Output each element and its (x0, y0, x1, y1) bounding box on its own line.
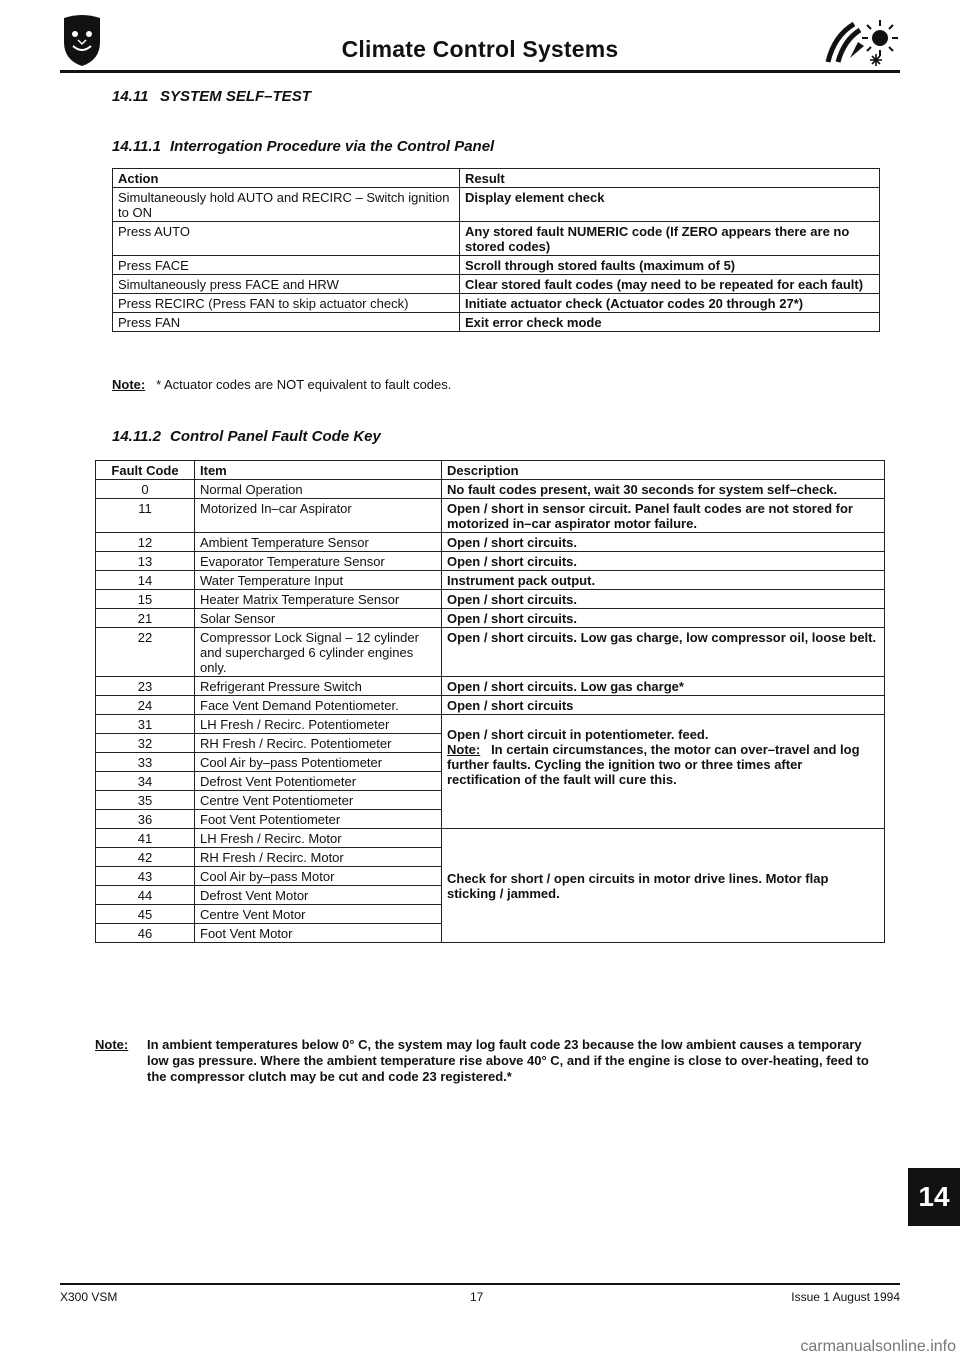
climate-control-icon (820, 16, 900, 68)
column-header-description: Description (442, 461, 885, 480)
item-cell: Cool Air by–pass Motor (195, 867, 442, 886)
page-title: Climate Control Systems (341, 36, 619, 62)
item-cell: Cool Air by–pass Potentiometer (195, 753, 442, 772)
motor-description-cell: Check for short / open circuits in motor drive lines. Motor flap sticking / jammed. (442, 829, 885, 943)
table-row (96, 628, 885, 677)
fault-code-cell: 21 (96, 609, 195, 628)
note-label: Note: (447, 742, 481, 757)
note-text: In ambient temperatures below 0° C, the system may log fault code 23 because the low ambient causes a temporary low gas pressure. Where the ambient temperature rise above 40° C, and if the engine is close to over-heating, feed to the compressor clutch may be cut and code 23 registered.* (147, 1037, 869, 1084)
result-cell: Initiate actuator check (Actuator codes 20 through 27*) (460, 294, 880, 313)
table-header-row (113, 169, 880, 188)
item-cell: Ambient Temperature Sensor (195, 533, 442, 552)
action-cell: Press FAN (113, 313, 460, 332)
item-cell: Solar Sensor (195, 609, 442, 628)
note-label: Note: (95, 1037, 129, 1052)
footer-document-id: X300 VSM (60, 1290, 118, 1304)
item-cell: Compressor Lock Signal – 12 cylinder and supercharged 6 cylinder engines only. (195, 628, 442, 677)
table-row (96, 696, 885, 715)
description-cell: Open / short circuits. (442, 609, 885, 628)
fault-code-cell: 46 (96, 924, 195, 943)
column-header-result: Result (460, 169, 880, 188)
fault-code-cell: 22 (96, 628, 195, 677)
table-row (96, 480, 885, 499)
item-cell: RH Fresh / Recirc. Potentiometer (195, 734, 442, 753)
footer-rule (60, 1283, 900, 1285)
actuator-note (112, 377, 451, 392)
header-rule (60, 70, 900, 73)
result-cell: Any stored fault NUMERIC code (If ZERO appears there are no stored codes) (460, 222, 880, 256)
fault-code-cell: 33 (96, 753, 195, 772)
table-row (96, 571, 885, 590)
description-cell: Instrument pack output. (442, 571, 885, 590)
fault-code-cell: 35 (96, 791, 195, 810)
item-cell: LH Fresh / Recirc. Potentiometer (195, 715, 442, 734)
item-cell: Evaporator Temperature Sensor (195, 552, 442, 571)
fault-code-cell: 43 (96, 867, 195, 886)
fault-code-cell: 34 (96, 772, 195, 791)
item-cell: LH Fresh / Recirc. Motor (195, 829, 442, 848)
section-heading-14-11-2: 14.11.2 Control Panel Fault Code Key (112, 428, 381, 445)
description-text: Open / short circuit in potentiometer. feed. (447, 727, 709, 742)
table-row (96, 533, 885, 552)
table-row (113, 222, 880, 256)
table-row (96, 609, 885, 628)
table-row (113, 294, 880, 313)
fault-code-cell: 13 (96, 552, 195, 571)
table-row (96, 499, 885, 533)
column-header-action: Action (113, 169, 460, 188)
fault-code-cell: 31 (96, 715, 195, 734)
item-cell: Heater Matrix Temperature Sensor (195, 590, 442, 609)
interrogation-procedure-table (112, 168, 880, 332)
fault-code-cell: 42 (96, 848, 195, 867)
result-cell: Scroll through stored faults (maximum of 5) (460, 256, 880, 275)
section-heading-14-11-1: 14.11.1 Interrogation Procedure via the Control Panel (112, 138, 495, 155)
column-header-item: Item (195, 461, 442, 480)
item-cell: RH Fresh / Recirc. Motor (195, 848, 442, 867)
fault-code-cell: 44 (96, 886, 195, 905)
action-cell: Press RECIRC (Press FAN to skip actuator check) (113, 294, 460, 313)
table-row (113, 188, 880, 222)
description-cell: No fault codes present, wait 30 seconds for system self–check. (442, 480, 885, 499)
ambient-temperature-note (95, 1037, 885, 1085)
note-label: Note: (112, 377, 146, 392)
action-cell: Press FACE (113, 256, 460, 275)
item-cell: Face Vent Demand Potentiometer. (195, 696, 442, 715)
note-text: * Actuator codes are NOT equivalent to fault codes. (156, 377, 452, 392)
table-row (96, 552, 885, 571)
column-header-fault-code: Fault Code (96, 461, 195, 480)
item-cell: Foot Vent Potentiometer (195, 810, 442, 829)
fault-code-key-table (95, 460, 885, 943)
description-cell: Open / short circuits. (442, 590, 885, 609)
item-cell: Normal Operation (195, 480, 442, 499)
table-row (113, 275, 880, 294)
description-cell: Open / short in sensor circuit. Panel fault codes are not stored for motorized in–car aspirator motor failure. (442, 499, 885, 533)
fault-code-cell: 45 (96, 905, 195, 924)
table-row (113, 256, 880, 275)
table-row (96, 677, 885, 696)
fault-code-cell: 24 (96, 696, 195, 715)
fault-code-cell: 32 (96, 734, 195, 753)
table-row (113, 313, 880, 332)
item-cell: Water Temperature Input (195, 571, 442, 590)
result-cell: Display element check (460, 188, 880, 222)
page-number: 17 (470, 1290, 484, 1304)
watermark: carmanualsonline.info (800, 1338, 956, 1355)
description-cell: Open / short circuits. Low gas charge, low compressor oil, loose belt. (442, 628, 885, 677)
fault-code-cell: 0 (96, 480, 195, 499)
item-cell: Defrost Vent Motor (195, 886, 442, 905)
note-text: In certain circumstances, the motor can over–travel and log further faults. Cycling the ignition two or three times after rectification of the fault will cure this. (447, 742, 860, 787)
fault-code-cell: 11 (96, 499, 195, 533)
result-cell: Exit error check mode (460, 313, 880, 332)
fault-code-cell: 36 (96, 810, 195, 829)
fault-code-cell: 14 (96, 571, 195, 590)
item-cell: Centre Vent Potentiometer (195, 791, 442, 810)
item-cell: Foot Vent Motor (195, 924, 442, 943)
action-cell: Press AUTO (113, 222, 460, 256)
item-cell: Centre Vent Motor (195, 905, 442, 924)
table-header-row (96, 461, 885, 480)
chapter-tab: 14 (908, 1168, 960, 1226)
item-cell: Motorized In–car Aspirator (195, 499, 442, 533)
description-cell: Open / short circuits. (442, 552, 885, 571)
result-cell: Clear stored fault codes (may need to be repeated for each fault) (460, 275, 880, 294)
page-header (60, 14, 900, 74)
description-cell: Open / short circuits. Low gas charge* (442, 677, 885, 696)
potentiometer-description-cell (442, 715, 885, 829)
description-cell: Open / short circuits (442, 696, 885, 715)
table-row (96, 715, 885, 734)
fault-code-cell: 12 (96, 533, 195, 552)
section-heading-14-11: 14.11 SYSTEM SELF–TEST (112, 88, 311, 105)
fault-code-cell: 41 (96, 829, 195, 848)
table-row (96, 590, 885, 609)
action-cell: Simultaneously hold AUTO and RECIRC – Switch ignition to ON (113, 188, 460, 222)
action-cell: Simultaneously press FACE and HRW (113, 275, 460, 294)
item-cell: Refrigerant Pressure Switch (195, 677, 442, 696)
item-cell: Defrost Vent Potentiometer (195, 772, 442, 791)
fault-code-cell: 15 (96, 590, 195, 609)
table-row (96, 829, 885, 848)
description-cell: Open / short circuits. (442, 533, 885, 552)
footer-issue-date: Issue 1 August 1994 (791, 1290, 900, 1304)
fault-code-cell: 23 (96, 677, 195, 696)
